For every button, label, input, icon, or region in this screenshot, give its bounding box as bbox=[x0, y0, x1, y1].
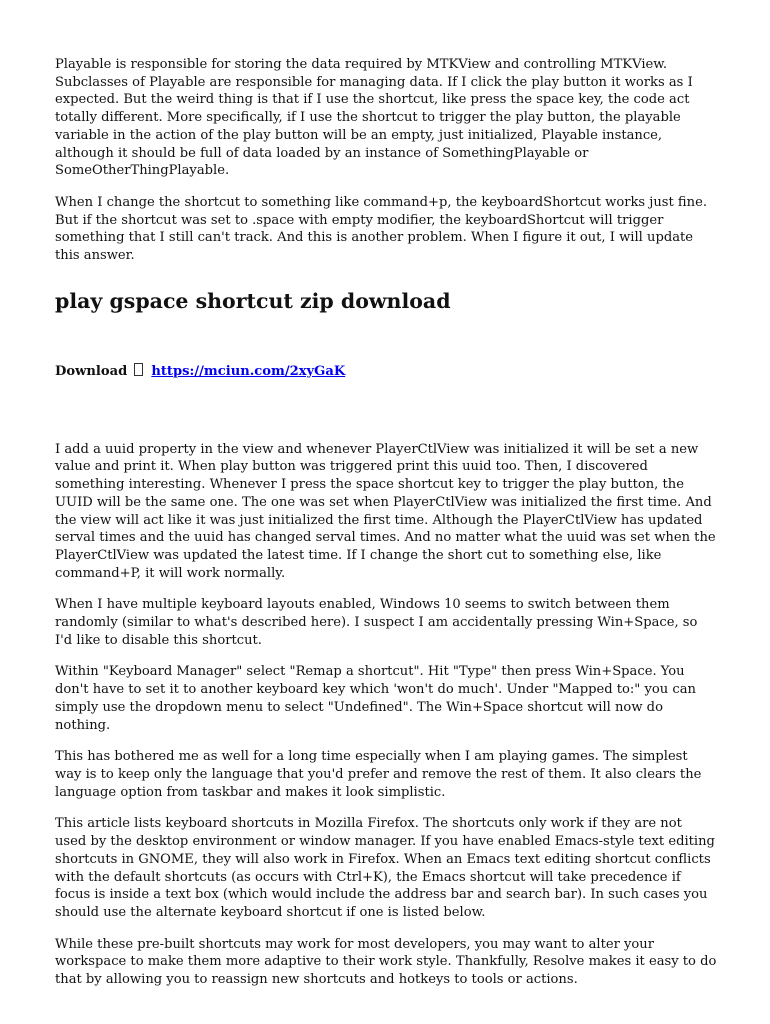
paragraph-keyboard-manager: Within "Keyboard Manager" select "Remap a shortcut". Hit "Type" then press Win+Space. You don't have to set it to another keyboard key which 'won't do much'. Under "Mapped to:" you can simply use the dropdown menu to select "Undefined". The Win+Space shortcut will now do nothing. bbox=[55, 664, 696, 733]
missing-glyph-icon bbox=[134, 363, 143, 376]
paragraph-uuid: I add a uuid property in the view and whenever PlayerCtlView was initialized it will be set a new value and print it. When play button was triggered print this uuid too. Then, I discovered something interesting. Whenever I press the space shortcut key to trigger the play button, the UUID will be the same one. The one was set when PlayerCtlView was initialized the first time. And the view will act like it was just initialized the first time. Although the PlayerCtlView has updated serval times and the uuid has changed serval times. And no matter what the uuid was set when the PlayerCtlView was updated the latest time. If I change the short cut to something else, like command+P, it will work normally. bbox=[55, 441, 716, 581]
download-line bbox=[55, 363, 717, 381]
paragraph-playable-intro: Playable is responsible for storing the data required by MTKView and controlling MTKView. Subclasses of Playable are responsible for managing data. If I click the play button it works as I expected. But the weird thing is that if I use the shortcut, like press the space key, the code act totally different. More specifically, if I use the shortcut to trigger the play button, the playable variable in the action of the play button will be an empty, just initialized, Playable instance, although it should be full of data loaded by an instance of SomethingPlayable or SomeOtherThingPlayable. bbox=[55, 57, 693, 179]
document-page bbox=[55, 56, 717, 989]
paragraph-firefox-shortcuts: This article lists keyboard shortcuts in Mozilla Firefox. The shortcuts only work if they are not used by the desktop environment or window manager. If you have enabled Emacs-style text editing shortcuts in GNOME, they will also work in Firefox. When an Emacs text editing shortcut conflicts with the default shortcuts (as occurs with Ctrl+K), the Emacs shortcut will take precedence if focus is inside a text box (which would include the address bar and search bar). In such cases you should use the alternate keyboard shortcut if one is listed below. bbox=[55, 816, 715, 920]
paragraph-shortcut-change: When I change the shortcut to something like command+p, the keyboardShortcut works just fine. But if the shortcut was set to .space with empty modifier, the keyboardShortcut will trigger something that I still can't track. And this is another problem. When I figure it out, I will update this answer. bbox=[55, 194, 707, 264]
download-label: Download bbox=[55, 363, 128, 379]
download-link[interactable]: https://mciun.com/2xyGaK bbox=[151, 363, 346, 379]
page-heading: play gspace shortcut zip download bbox=[55, 288, 451, 313]
heading-wrapper bbox=[55, 287, 717, 315]
paragraph-resolve-shortcuts: While these pre-built shortcuts may work for most developers, you may want to alter your workspace to make them more adaptive to their work style. Thankfully, Resolve makes it easy to do that by allowing you to reassign new shortcuts and hotkeys to tools or actions. bbox=[55, 936, 717, 988]
paragraph-keyboard-layouts: When I have multiple keyboard layouts enabled, Windows 10 seems to switch between them randomly (similar to what's described here). I suspect I am accidentally pressing Win+Space, so I'd like to disable this shortcut. bbox=[55, 597, 698, 648]
article-body bbox=[55, 441, 717, 989]
paragraph-language-option: This has bothered me as well for a long time especially when I am playing games. The simplest way is to keep only the language that you'd prefer and remove the rest of them. It also clears the language option from taskbar and makes it look simplistic. bbox=[55, 749, 702, 800]
